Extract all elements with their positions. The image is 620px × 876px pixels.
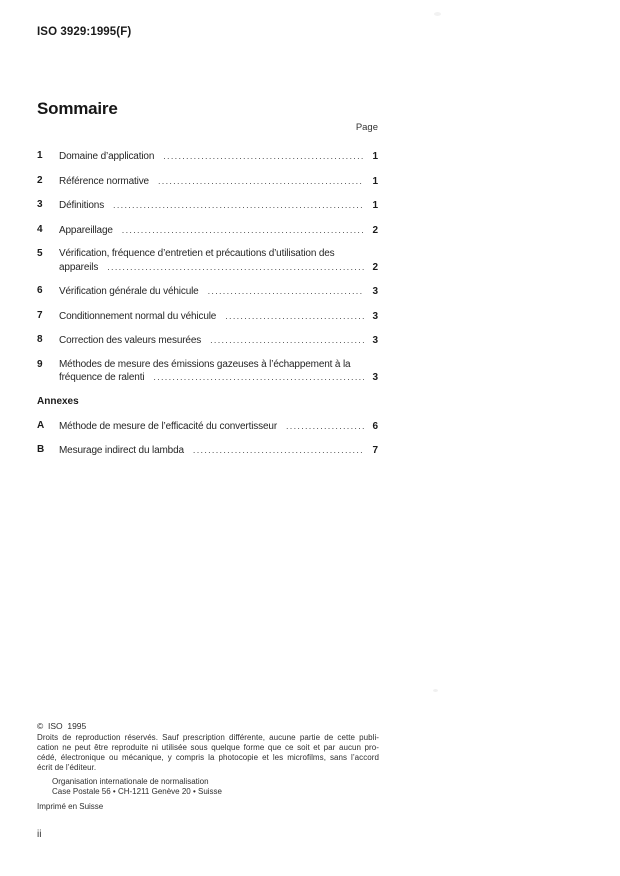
toc-entry-number: 2	[37, 174, 43, 186]
toc-entry-page: 7	[372, 445, 378, 456]
scan-artifact	[433, 689, 438, 692]
toc-entry	[37, 359, 378, 385]
dot-leader	[107, 261, 364, 274]
dot-leader	[225, 310, 364, 323]
dot-leader	[208, 285, 365, 298]
toc-entry-body	[59, 248, 378, 274]
toc-entry	[37, 224, 378, 238]
toc-entry-page: 3	[372, 310, 378, 322]
toc-heading: Sommaire	[37, 99, 118, 118]
toc-entry-number: B	[37, 444, 45, 455]
copyright-notice-line: Droits de reproduction réservés. Sauf prescription différente, aucune partie de cette publi-	[37, 733, 379, 742]
toc-entry-body	[59, 224, 378, 238]
toc-entry	[37, 199, 378, 213]
annexes-heading: Annexes	[37, 395, 79, 407]
toc-entry-number: 7	[37, 309, 43, 321]
toc-entry-title-continued: fréquence de ralenti	[59, 372, 145, 383]
toc-entry	[37, 248, 378, 274]
toc-entry-number: 1	[37, 150, 43, 161]
toc-section	[37, 100, 378, 469]
dot-leader	[163, 150, 364, 163]
toc-entry-page: 1	[372, 175, 378, 187]
document-reference: ISO 3929:1995(F)	[37, 26, 132, 38]
toc-entry-title: Vérification, fréquence d’entretien et précautions d’utilisation des	[59, 248, 335, 259]
toc-entry-page: 3	[372, 335, 378, 346]
toc-entry-body	[59, 310, 378, 324]
toc-entry-page: 1	[372, 151, 378, 162]
copyright-notice-line: cation ne peut être reproduite ni utilisée sous quelque forme que ce soit et par aucun pro-	[37, 743, 379, 752]
copyright-footer	[37, 721, 379, 811]
toc-entry-list	[37, 150, 378, 385]
dot-leader	[122, 224, 365, 237]
toc-entry-body	[59, 444, 378, 458]
annex-entry-list	[37, 420, 378, 458]
toc-entry-title: Conditionnement normal du véhicule	[59, 310, 217, 322]
toc-entry-body	[59, 359, 378, 385]
toc-entry-title: Appareillage	[59, 224, 113, 236]
toc-entry-title: Correction des valeurs mesurées	[59, 335, 202, 346]
dot-leader	[193, 444, 365, 457]
toc-entry-title: Définitions	[59, 200, 105, 211]
copyright-notice	[37, 733, 379, 773]
dot-leader	[158, 175, 364, 188]
toc-entry-page: 6	[372, 420, 378, 432]
toc-entry-number: 6	[37, 285, 43, 296]
toc-entry-title: Domaine d’application	[59, 151, 155, 162]
toc-entry	[37, 334, 378, 348]
toc-entry-number: 9	[37, 358, 43, 370]
toc-entry	[37, 285, 378, 299]
page-number: ii	[37, 829, 42, 840]
toc-entry-page: 2	[372, 224, 378, 236]
copyright-notice-line: cédé, électronique ou mécanique, y compris la photocopie et les microfilms, sans l’accord	[37, 753, 379, 762]
toc-entry-title: Mesurage indirect du lambda	[59, 445, 184, 456]
toc-entry	[37, 150, 378, 164]
publisher-address: Case Postale 56 • CH-1211 Genève 20 • Suisse	[52, 787, 222, 796]
toc-entry-number: A	[37, 419, 45, 431]
toc-entry	[37, 310, 378, 324]
dot-leader	[210, 334, 364, 347]
toc-entry	[37, 444, 378, 458]
dot-leader	[113, 199, 364, 212]
publisher-block	[52, 777, 379, 797]
toc-entry-number: 8	[37, 334, 43, 345]
toc-entry-number: 5	[37, 248, 43, 259]
copyright-line: © ISO 1995	[37, 721, 87, 731]
dot-leader	[286, 420, 364, 433]
toc-entry-body	[59, 420, 378, 434]
toc-entry-title-continued: appareils	[59, 261, 99, 273]
toc-entry	[37, 175, 378, 189]
toc-entry	[37, 420, 378, 434]
toc-entry-number: 4	[37, 223, 43, 235]
toc-entry-page: 2	[372, 261, 378, 273]
toc-entry-body	[59, 150, 378, 164]
toc-entry-body	[59, 285, 378, 299]
dot-leader	[153, 371, 364, 384]
toc-entry-body	[59, 199, 378, 213]
toc-entry-page: 3	[372, 286, 378, 297]
copyright-notice-line: écrit de l’éditeur.	[37, 763, 97, 772]
page-column-label: Page	[355, 122, 378, 133]
toc-entry-body	[59, 175, 378, 189]
publisher-name: Organisation internationale de normalisation	[52, 777, 209, 786]
toc-entry-page: 1	[372, 200, 378, 211]
toc-entry-title: Méthode de mesure de l’efficacité du convertisseur	[59, 420, 277, 432]
toc-entry-title: Vérification générale du véhicule	[59, 286, 199, 297]
scan-artifact	[434, 12, 441, 16]
toc-entry-body	[59, 334, 378, 348]
toc-entry-number: 3	[37, 199, 43, 210]
printed-in-line: Imprimé en Suisse	[37, 802, 104, 811]
toc-entry-title: Méthodes de mesure des émissions gazeuses à l’échappement à la	[59, 358, 351, 370]
toc-entry-title: Référence normative	[59, 175, 149, 187]
toc-entry-page: 3	[372, 372, 378, 383]
